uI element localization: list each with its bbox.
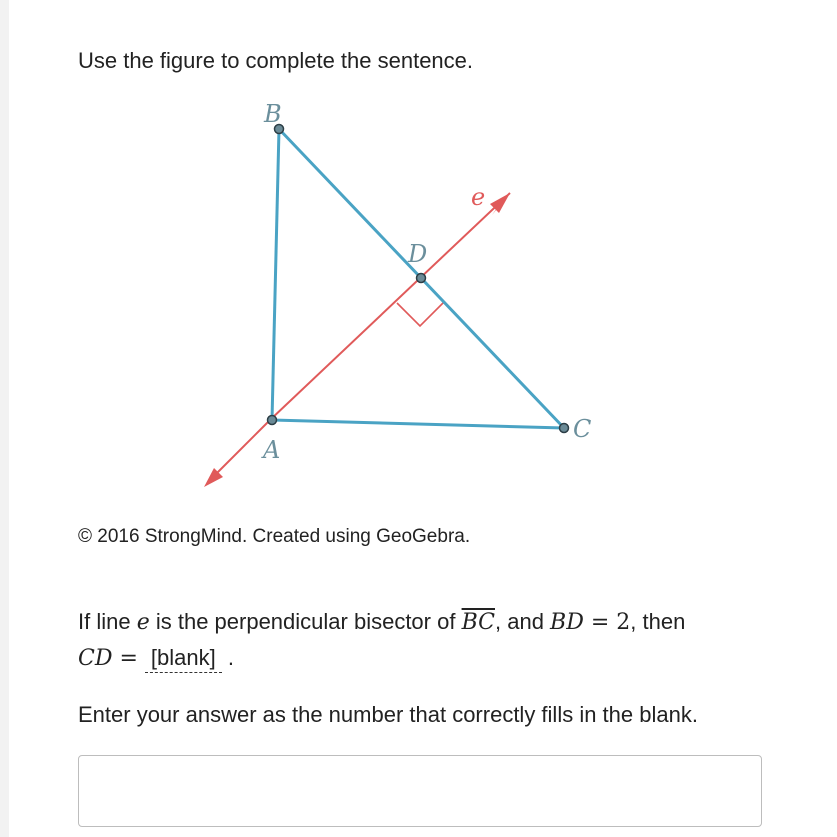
blank-placeholder: [blank]	[145, 644, 222, 673]
point-a	[268, 416, 277, 425]
segment-bd-symbol: BD	[550, 610, 584, 635]
label-b: B	[264, 100, 282, 128]
question-text-1: If line	[78, 609, 137, 634]
geometry-figure	[190, 92, 610, 497]
cd-equals: =	[112, 646, 145, 671]
line-e	[270, 193, 510, 420]
segment-ac	[272, 420, 564, 428]
label-e: e	[471, 183, 486, 211]
question-text-2: is the perpendicular bisector of	[149, 609, 462, 634]
label-c: C	[573, 415, 592, 443]
instruction-text: Use the figure to complete the sentence.	[78, 48, 474, 73]
segment-cd-symbol: CD	[78, 646, 113, 671]
right-angle-marker	[397, 303, 443, 326]
answer-input[interactable]	[78, 755, 762, 827]
line-e-symbol: e	[136, 610, 150, 635]
label-d: D	[408, 240, 428, 268]
copyright-caption: © 2016 StrongMind. Created using GeoGebra.	[78, 526, 471, 547]
question-sentence	[78, 604, 778, 676]
enter-answer-prompt: Enter your answer as the number that correctly fills in the blank.	[78, 702, 698, 727]
point-d	[417, 274, 426, 283]
question-period: .	[221, 645, 234, 670]
bd-equals: = 2	[583, 610, 631, 635]
label-a: A	[263, 436, 281, 464]
segment-bc-symbol: $\overline{BC}$	[461, 610, 495, 635]
question-text-4: , then	[630, 609, 686, 634]
segment-ab	[272, 129, 279, 420]
point-c	[560, 424, 569, 433]
left-strip	[0, 0, 9, 837]
question-text-3: , and	[495, 609, 551, 634]
